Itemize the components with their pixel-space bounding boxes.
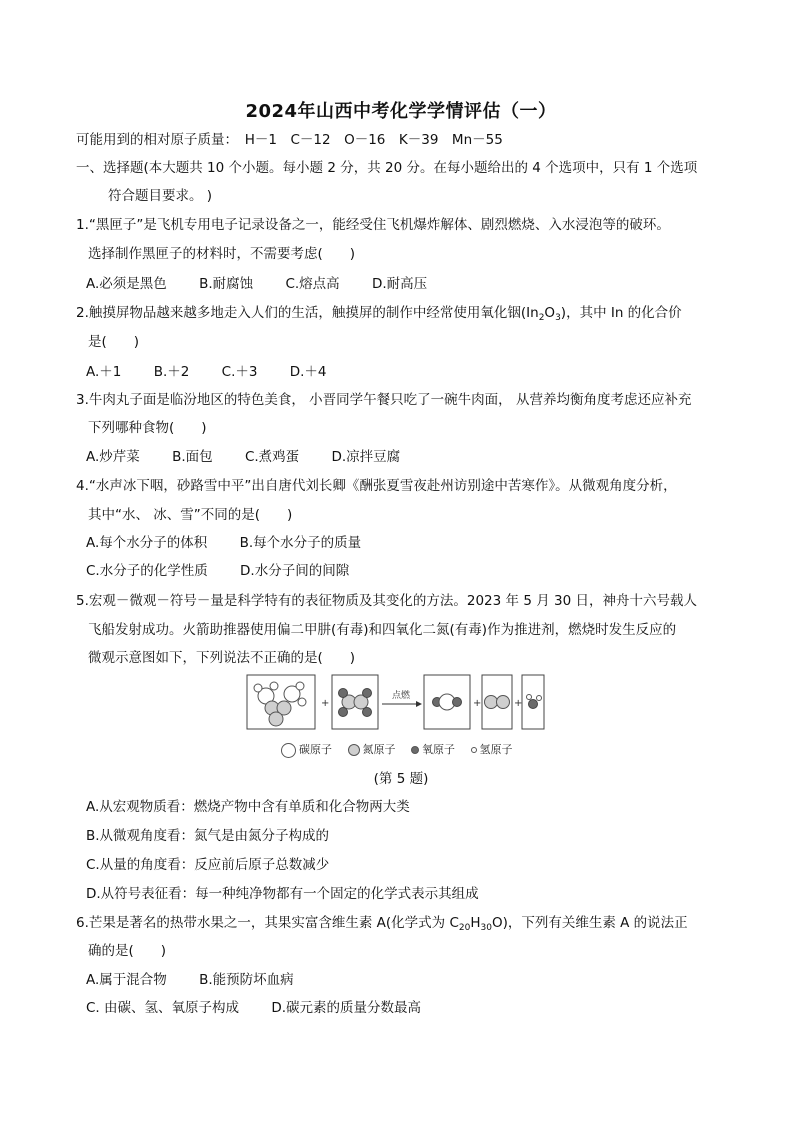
reaction-diagram <box>246 674 546 730</box>
q6-option-b[interactable]: B.能预防坏血病 <box>199 972 294 988</box>
q4-option-b[interactable]: B.每个水分子的质量 <box>239 535 362 551</box>
q6-stem-cont: 确的是( ) <box>88 943 167 959</box>
q2-options <box>86 362 355 382</box>
q5-stem: 5.宏观－微观－符号－量是科学特有的表征物质及其变化的方法。2023 年 5 月 30 日，神舟十六号载人 <box>76 593 697 609</box>
q4-stem-cont: 其中“水、 冰、雪”不同的是( ) <box>88 507 293 523</box>
legend-hydrogen: 氢原子 <box>471 743 513 756</box>
q4-option-a[interactable]: A.每个水分子的体积 <box>86 535 208 551</box>
q4-stem: 4.“水声冰下咽，砂路雪中平”出自唐代刘长卿《酬张夏雪夜赴州访别途中苦寒作》。从微观角度分析， <box>76 478 677 494</box>
q6-options-row1 <box>86 970 322 990</box>
q5-option-d[interactable]: D.从符号表征看：每一种纯净物都有一个固定的化学式表示其组成 <box>86 886 479 902</box>
q5-stem-cont: 飞船发射成功。火箭助推器使用偏二甲肼(有毒)和四氧化二氮(有毒)作为推进剂，燃烧时发生反应的 <box>88 622 677 638</box>
q1-options <box>86 274 455 294</box>
h2o-molecule <box>527 695 542 709</box>
q1-option-a[interactable]: A.必须是黑色 <box>86 276 167 292</box>
dimethylhydrazine-molecule <box>254 682 306 726</box>
section1-instructions-cont: 符合题目要求。 ) <box>108 188 213 204</box>
q4-options-row1 <box>86 533 389 553</box>
q4-option-d[interactable]: D.水分子间的间隙 <box>240 563 350 579</box>
q5-option-c[interactable]: C.从量的角度看：反应前后原子总数减少 <box>86 857 330 873</box>
q4-option-c[interactable]: C.水分子的化学性质 <box>86 563 208 579</box>
q1-option-b[interactable]: B.耐腐蚀 <box>199 276 254 292</box>
q6-option-a[interactable]: A.属于混合物 <box>86 972 167 988</box>
legend-oxygen: 氧原子 <box>411 743 455 756</box>
n2-molecule <box>485 696 510 709</box>
q3-stem: 3.牛肉丸子面是临汾地区的特色美食， 小晋同学午餐只吃了一碗牛肉面， 从营养均衡角度考虑还应补充 <box>76 392 692 408</box>
figure-caption: (第 5 题) <box>373 771 429 787</box>
q2-stem: 2.触摸屏物品越来越多地走入人们的生活，触摸屏的制作中经常使用氧化铟$(In_2O_3)$，其中 In 的化合价 <box>76 305 682 323</box>
atomic-masses: 可能用到的相对原子质量： H－1 C－12 O－16 K－39 Mn－55 <box>76 132 503 148</box>
co2-molecule <box>433 694 462 710</box>
q3-option-c[interactable]: C.煮鸡蛋 <box>244 449 300 465</box>
q6-option-d[interactable]: D.碳元素的质量分数最高 <box>271 1000 421 1016</box>
arrow-label: 点燃 <box>392 691 411 701</box>
q6-option-c[interactable]: C. 由碳、氢、氧原子构成 <box>86 1000 240 1016</box>
q5-stem-cont2: 微观示意图如下，下列说法不正确的是( ) <box>88 650 356 666</box>
q1-option-c[interactable]: C.熔点高 <box>285 276 340 292</box>
q1-option-d[interactable]: D.耐高压 <box>371 276 428 292</box>
q1-stem-cont: 选择制作黑匣子的材料时，不需要考虑( ) <box>88 246 356 262</box>
q2-stem-cont: 是( ) <box>88 334 140 350</box>
q2-option-d[interactable]: D.＋4 <box>289 364 327 380</box>
hydrogen-atom-icon <box>471 747 477 753</box>
q2-option-a[interactable]: A.＋1 <box>86 364 122 380</box>
n2o4-molecule <box>339 689 372 717</box>
q3-options <box>86 447 428 467</box>
plus-sign-2: + <box>473 698 482 709</box>
q2-option-b[interactable]: B.＋2 <box>153 364 190 380</box>
q5-option-a[interactable]: A.从宏观物质看：燃烧产物中含有单质和化合物两大类 <box>86 799 410 815</box>
page-title: 2024年山西中考化学学情评估（一） <box>245 101 557 122</box>
diagram-legend <box>281 741 525 758</box>
q3-option-a[interactable]: A.炒芹菜 <box>86 449 140 465</box>
plus-sign-3: + <box>514 698 523 709</box>
q6-stem: 6.芒果是著名的热带水果之一，其果实富含维生素 A(化学式为 $C_{20}H_{30}O$)，下列有关维生素 A 的说法正 <box>76 915 688 933</box>
q1-stem: 1.“黑匣子”是飞机专用电子记录设备之一，能经受住飞机爆炸解体、剧烈燃烧、入水浸泡等的破环。 <box>76 217 670 233</box>
q3-stem-cont: 下列哪种食物( ) <box>88 420 207 436</box>
nitrogen-atom-icon <box>348 744 360 756</box>
plus-sign-1: + <box>321 698 330 709</box>
q3-option-d[interactable]: D.凉拌豆腐 <box>331 449 401 465</box>
q5-option-b[interactable]: B.从微观角度看：氮气是由氮分子构成的 <box>86 828 330 844</box>
oxygen-atom-icon <box>411 746 419 754</box>
q4-options-row2 <box>86 561 377 581</box>
section1-instructions: 一、选择题(本大题共 10 个小题。每小题 2 分，共 20 分。在每小题给出的 4 个选项中，只有 1 个选项 <box>76 160 698 176</box>
carbon-atom-icon <box>281 743 296 758</box>
legend-nitrogen: 氮原子 <box>348 743 396 756</box>
q6-options-row2 <box>86 998 449 1018</box>
q2-option-c[interactable]: C.＋3 <box>221 364 258 380</box>
legend-carbon: 碳原子 <box>281 743 332 756</box>
q3-option-b[interactable]: B.面包 <box>172 449 213 465</box>
